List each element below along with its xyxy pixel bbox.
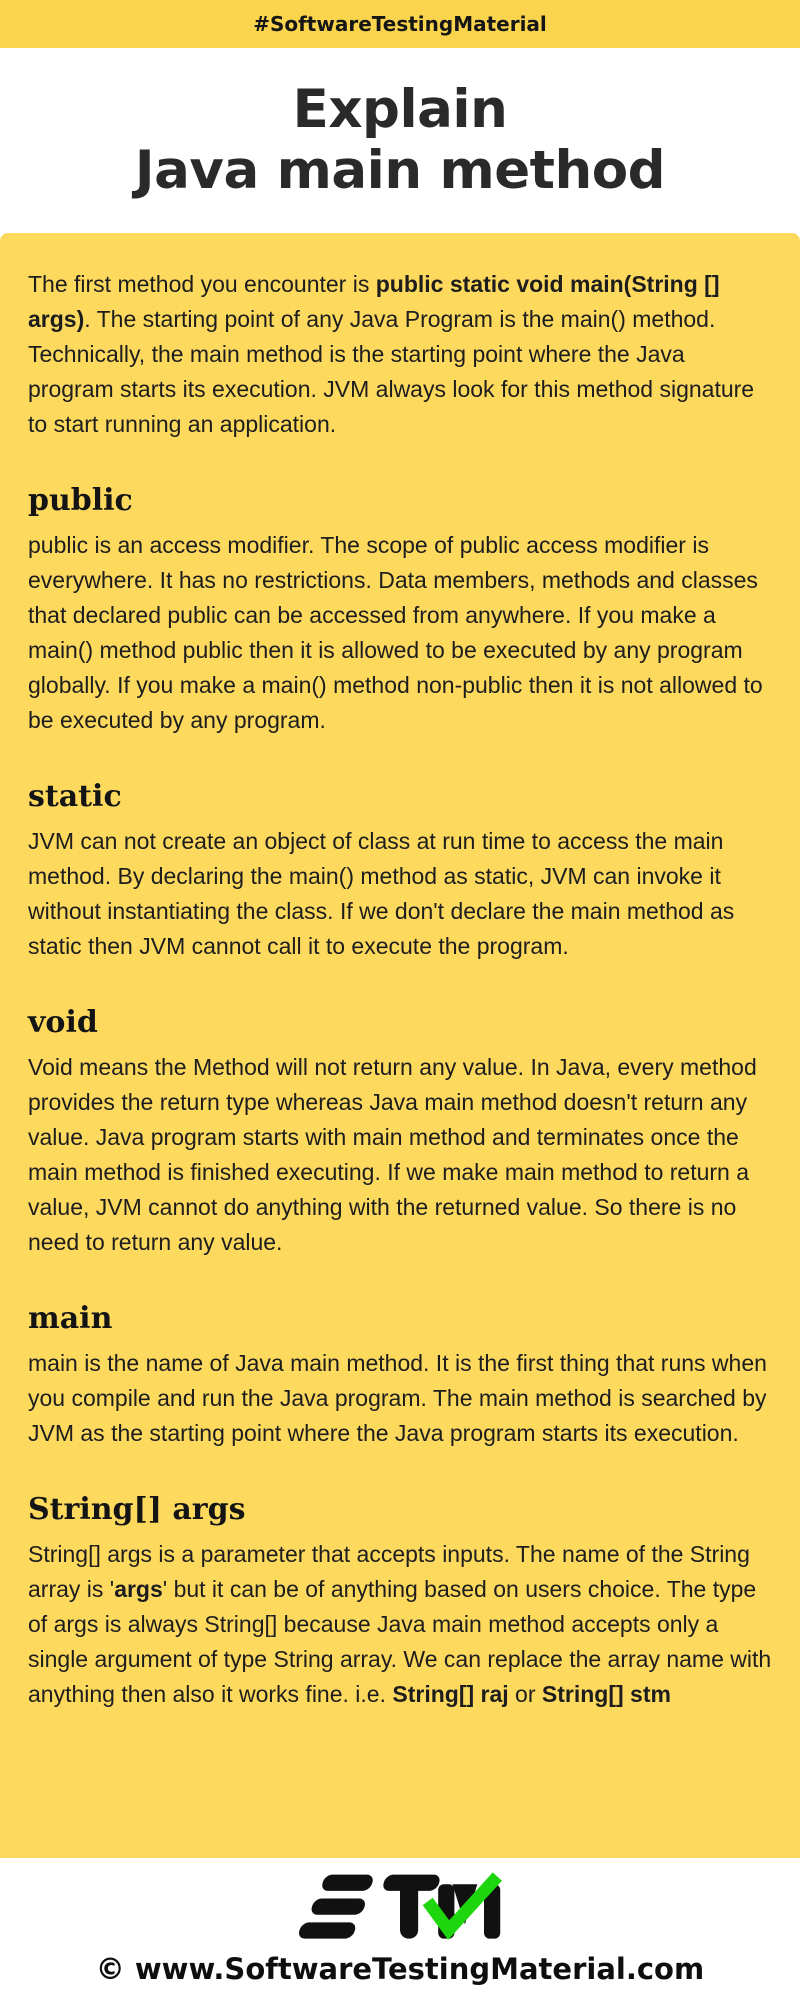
section-void-heading: void xyxy=(28,1005,98,1040)
page-title-line1: Explain xyxy=(292,79,508,141)
top-banner xyxy=(0,0,800,48)
page-title-line2: Java main method xyxy=(134,139,666,201)
section-public-paragraph: public is an access modifier. The scope of public access modifier is everywhere. It has no restrictions. Data members, methods and classes that declared public can be accessed from anywhere. If you make a main() method public then it is allowed to be executed by any program globally. If you make a main() method non-public then it is not allowed to be executed by any program. xyxy=(28,532,763,733)
section-public-heading: public xyxy=(28,483,133,518)
section-static-paragraph: JVM can not create an object of class at run time to access the main method. By declaring the main() method as static, JVM can invoke it without instantiating the class. If we don't declare the main method as static then JVM cannot call it to execute the program. xyxy=(28,828,735,959)
section-main xyxy=(28,1302,772,1451)
intro-paragraph: The first method you encounter is public static void main(String [] args). The starting point of any Java Program is the main() method. Technically, the main method is the starting point where the Java program starts its execution. JVM always look for this method signature to start running an application. xyxy=(28,271,755,437)
section-static xyxy=(28,780,772,964)
logo-letter-t-stem xyxy=(400,1880,418,1938)
stm-logo xyxy=(295,1872,505,1948)
section-string-args xyxy=(28,1493,772,1712)
copyright-text: © www.SoftwareTestingMaterial.com xyxy=(95,1952,705,1986)
content-panel xyxy=(0,233,800,1858)
page-title xyxy=(135,80,665,201)
footer xyxy=(0,1858,800,2000)
section-string-args-heading: String[] args xyxy=(28,1492,246,1527)
title-block xyxy=(0,48,800,233)
section-string-args-paragraph: String[] args is a parameter that accepts inputs. The name of the String array is 'args' but it can be of anything based on users choice. The type of args is always String[] because Java main method accepts only a single argument of type String array. We can replace the array name with anything then also it works fine. i.e. String[] raj or String[] stm xyxy=(28,1541,772,1707)
section-main-paragraph: main is the name of Java main method. It is the first thing that runs when you compile and run the Java program. The main method is searched by JVM as the starting point where the Java program starts its execution. xyxy=(28,1350,767,1446)
section-main-heading: main xyxy=(28,1301,113,1336)
section-void-paragraph: Void means the Method will not return any value. In Java, every method provides the return type whereas Java main method doesn't return any value. Java program starts with main method and terminates once the main method is finished executing. If we make main method to return a value, JVM cannot do anything with the returned value. So there is no need to return any value. xyxy=(28,1054,757,1255)
section-public xyxy=(28,484,772,738)
logo-letter-s xyxy=(297,1875,441,1939)
section-static-heading: static xyxy=(28,779,122,814)
section-void xyxy=(28,1006,772,1260)
hashtag-text: #SoftwareTestingMaterial xyxy=(253,12,547,36)
stm-logo-graphic xyxy=(295,1872,505,1948)
